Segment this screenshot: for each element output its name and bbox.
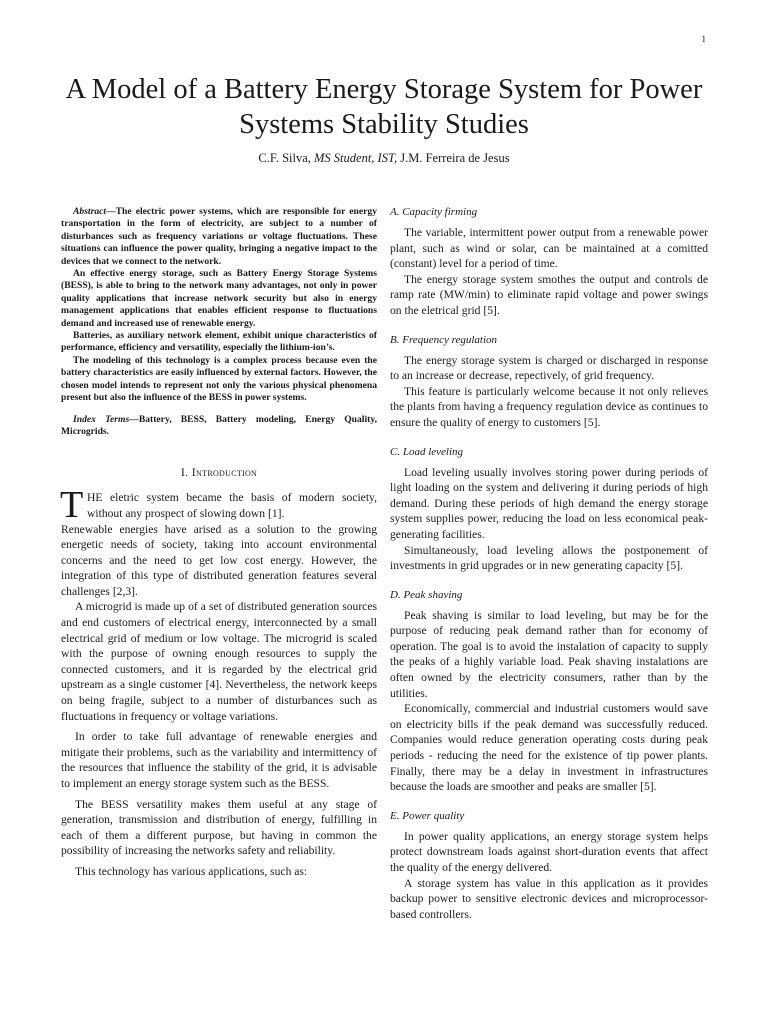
author-line	[40, 151, 728, 166]
abstract-paragraph-1: Abstract—The electric power systems, which are responsible for energy transportation in the form of electricity, are subject to a number of disturbances such as frequency variations or voltage fluctuations. These situations can influence the power quality, bringing a negative impact to the devices that we connect to the network.	[61, 206, 377, 267]
drop-cap: T	[60, 484, 84, 527]
page-number: 1	[701, 34, 706, 44]
intro-paragraph-6: This technology has various applications, such as:	[75, 864, 308, 878]
frequency-regulation-paragraph-1: The energy storage system is charged or discharged in response to an increase or decrease, repectively, of grid frequency.	[390, 353, 708, 383]
author-role: MS Student, IST,	[314, 151, 398, 165]
capacity-firming-paragraph-2: The energy storage system smothes the output and controls de ramp rate (MW/min) to eliminate rapid voltage and power swings on the eletrical grid [5].	[390, 272, 708, 317]
load-leveling-paragraph-2: Simultaneously, load leveling allows the postponement of investments in grid upgrades or in new generating capacity [5].	[390, 543, 708, 573]
intro-paragraph-2: Renewable energies have arised as a solution to the growing energetic needs of society, taking into account environmental concerns and the need to get low cost energy. However, the integration of this type of distributed generation features several challenges [2,3].	[61, 522, 377, 598]
right-column	[390, 206, 708, 922]
power-quality-paragraph-2: A storage system has value in this application as it provides backup power to sensitive electronic devices and microprocessor-based controllers.	[390, 876, 708, 921]
peak-shaving-paragraph-1: Peak shaving is similar to load leveling, but may be for the purpose of reducing peak demand rather than for economy of operation. The goal is to avoid the instalation of capacity to supply the peaks of a highly variable load. Peak shaving instalations are often owned by the electricity consumers, rather than by the utilities.	[390, 608, 708, 700]
index-terms-lead: Index Terms	[73, 413, 130, 425]
intro-paragraph-3: A microgrid is made up of a set of distributed generation sources and end customers of electrical energy, interconnected by a small electrical grid of medium or low voltage. The microgrid is scaled with the purpose of owning enough resources to supply the connected customers, and it is regarded by the electrical grid upstream as a single customer [4]. Nevertheless, the network keeps on being fragile, subject to a number of disturbances such as fluctuations in frequency or voltage variations.	[61, 600, 377, 723]
abstract-paragraph-4: The modeling of this technology is a complex process because even the battery characteristics are easily influenced by external factors. However, the chosen model intends to represent not only the various physical phenomena present but also the influence of the BESS in power systems.	[61, 354, 377, 404]
peak-shaving-paragraph-2: Economically, commercial and industrial customers would save on electricity bills if the peak demand was successfully reduced. Companies would reduce generation operating costs during peak periods - reducing the need for the existence of tip power plants. Finally, there may be a delay in investment in infrastructures because the loads are smoother and peaks are smaller [5].	[390, 702, 708, 794]
intro-paragraph-4: In order to take full advantage of renewable energies and mitigate their problems, such as the variability and intermittency of the resources that influence the stability of the grid, it is advisable to implement an energy storage system such as the BESS.	[61, 730, 377, 790]
subsection-heading-load-leveling: C. Load leveling	[390, 445, 464, 458]
abstract-lead: Abstract	[73, 206, 107, 217]
abstract-paragraph-3: Batteries, as auxiliary network element, exhibit unique characteristics of performance, efficiency and versatility, especially the lithium-ion’s.	[61, 330, 377, 354]
section-heading-introduction: I. Introduction	[180, 465, 258, 480]
capacity-firming-paragraph-1: The variable, intermittent power output from a renewable power plant, such as wind or solar, can be maintained at a comitted (constant) level for a period of time.	[390, 226, 708, 271]
load-leveling-paragraph-1: Load leveling usually involves storing power during periods of light loading on the system and delivering it during periods of high demand. During these periods of high demand the energy storage system supplies power, reducing the load on less economical peak-generating facilities.	[390, 465, 708, 541]
index-terms: Index Terms—Battery, BESS, Battery modeling, Energy Quality, Microgrids.	[61, 413, 377, 437]
subsection-heading-peak-shaving: D. Peak shaving	[390, 588, 463, 601]
paper-title: A Model of a Battery Energy Storage System for Power Systems Stability Studies	[65, 74, 703, 140]
author-name-1: C.F. Silva,	[258, 151, 311, 165]
abstract	[61, 206, 377, 405]
intro-paragraph-5: The BESS versatility makes them useful at any stage of generation, transmission and distribution of energy, fulfilling in each of them a different purpose, but having in common the possibility of increasing the networks safety and reliability.	[61, 797, 377, 858]
subsection-heading-frequency-regulation: B. Frequency regulation	[390, 333, 498, 346]
intro-paragraph-1: T HE eletric system became the basis of modern society, without any prospect of slowing down [1].	[60, 484, 377, 527]
subsection-heading-capacity-firming: A. Capacity firming	[390, 206, 478, 218]
introduction-body	[60, 484, 377, 879]
left-column	[61, 206, 377, 880]
author-name-2: J.M. Ferreira de Jesus	[400, 151, 510, 165]
power-quality-paragraph-1: In power quality applications, an energy storage system helps protect downstream loads against short-duration events that affect the quality of the energy delivered.	[390, 829, 708, 874]
frequency-regulation-paragraph-2: This feature is particularly welcome because it not only relieves the plants from having a frequency regulation device as continues to ensure the quality of energy to customers [5].	[390, 384, 708, 429]
subsection-heading-power-quality: E. Power quality	[390, 809, 465, 822]
abstract-paragraph-2: An effective energy storage, such as Battery Energy Storage Systems (BESS), is able to bring to the network many advantages, not only in power quality applications that increase network security but also in energy management applications that enables efficient response to fluctuations demand and increased use of renewable energy.	[61, 268, 377, 329]
